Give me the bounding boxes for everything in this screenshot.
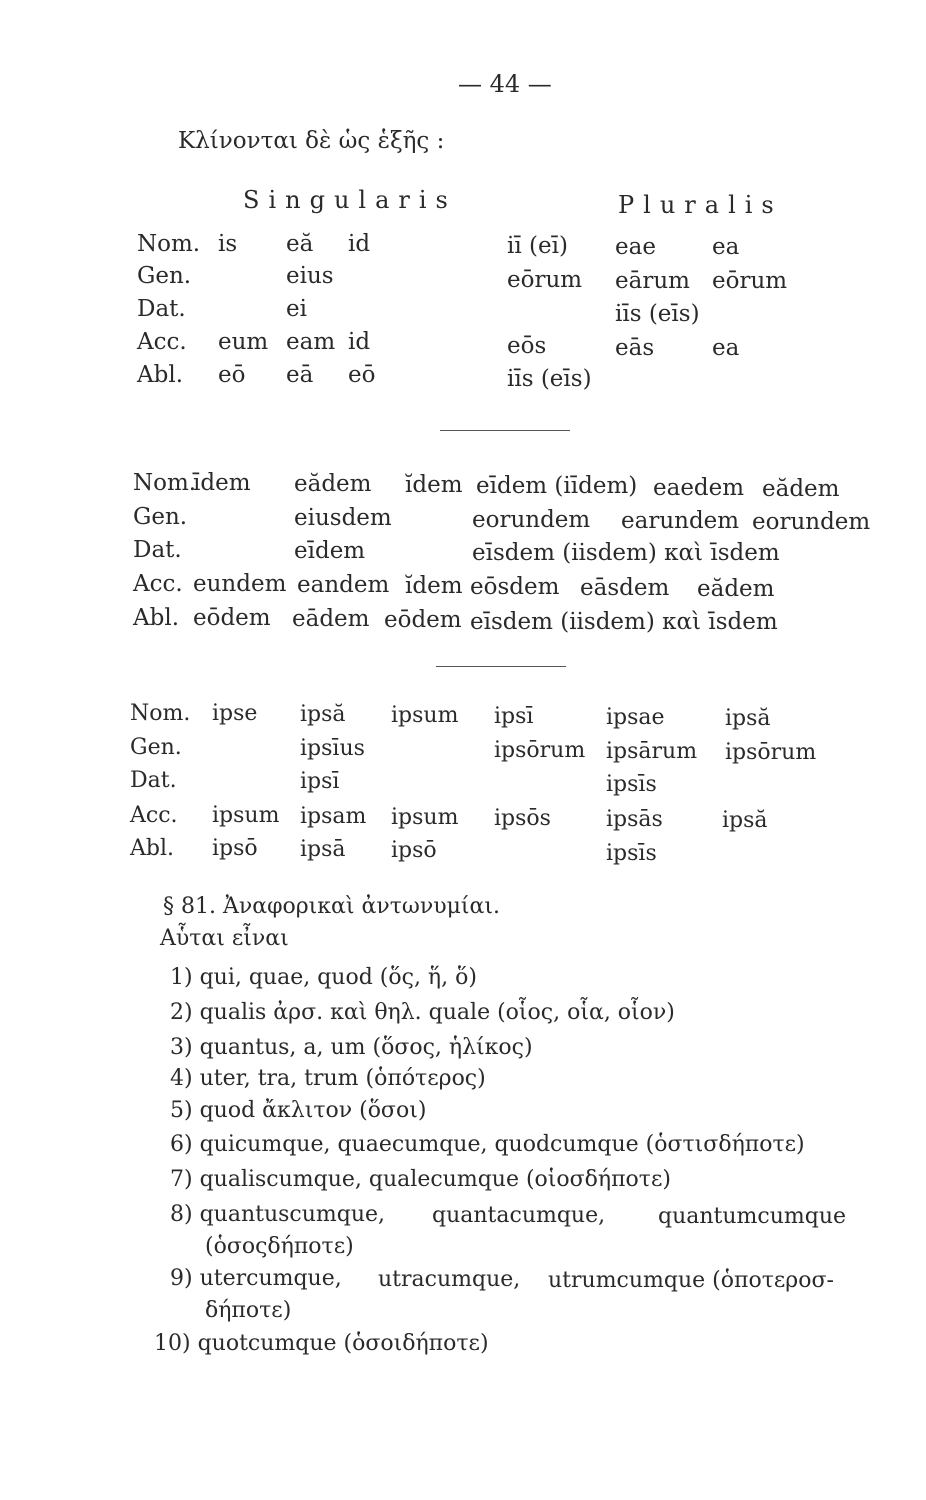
list-item: 1) qui, quae, quod (ὅς, ἥ, ὅ) bbox=[170, 965, 477, 990]
case-label: Gen. bbox=[130, 735, 182, 760]
pl-neut: eorundem bbox=[752, 509, 871, 535]
pl-fem: eārum bbox=[615, 268, 690, 294]
pl-neut: ipsă bbox=[722, 808, 768, 833]
case-label: Dat. bbox=[137, 296, 186, 322]
sg-masc: is bbox=[218, 231, 238, 257]
sg-fem: eādem bbox=[292, 606, 370, 632]
sg-fem: ipsīus bbox=[300, 736, 365, 761]
sg-masc: īdem bbox=[193, 470, 251, 496]
case-label: Nom. bbox=[130, 701, 191, 726]
sg-fem: ei bbox=[286, 296, 307, 322]
pl-neut: eōrum bbox=[712, 268, 788, 294]
pl-neut: eădem bbox=[762, 476, 840, 502]
sg-fem: eă bbox=[286, 231, 314, 257]
case-label: Abl. bbox=[133, 605, 179, 631]
case-label: Nom. bbox=[133, 470, 197, 496]
section-lead: Αὗται εἶναι bbox=[160, 926, 289, 951]
sg-fem: eius bbox=[286, 263, 334, 289]
case-label: Acc. bbox=[133, 571, 183, 597]
pl-neut: ipsōrum bbox=[725, 740, 817, 765]
sg-fem: eam bbox=[286, 329, 336, 355]
pl-fem: ipsae bbox=[606, 705, 665, 730]
pl-masc: eōrum bbox=[507, 267, 583, 293]
pl-masc: ipsōs bbox=[494, 806, 551, 831]
sg-neut: id bbox=[348, 231, 371, 257]
pl-masc: ipsī bbox=[494, 704, 534, 729]
intro-line: Κλίνονται δὲ ὡς ἑξῆς : bbox=[178, 128, 445, 154]
list-item: 10) quotcumque (ὁσοιδήποτε) bbox=[154, 1331, 489, 1356]
case-label: Acc. bbox=[137, 329, 187, 355]
sg-fem: eădem bbox=[294, 471, 372, 497]
pl-masc: eōs bbox=[507, 333, 547, 359]
sg-neut: id bbox=[348, 329, 371, 355]
sg-masc: eō bbox=[218, 362, 246, 388]
list-item: 5) quod ἄκλιτον (ὅσοι) bbox=[170, 1098, 427, 1123]
case-label: Gen. bbox=[137, 263, 192, 289]
pl-fem: ipsīs bbox=[606, 841, 657, 866]
case-label: Abl. bbox=[130, 836, 174, 861]
sg-neut: ĭdem bbox=[405, 573, 463, 599]
list-item: 2) qualis ἀρσ. καὶ θηλ. quale (οἷος, οἷα, οἷον) bbox=[170, 1000, 675, 1025]
sg-fem: eīdem bbox=[294, 538, 366, 564]
pl-neut: ipsă bbox=[725, 706, 771, 731]
list-item: 7) qualiscumque, qualecumque (οἱοσδήποτε) bbox=[170, 1167, 671, 1192]
pl-fem: iīs (eīs) bbox=[615, 301, 700, 327]
case-label: Dat. bbox=[133, 537, 182, 563]
sg-fem: eandem bbox=[297, 572, 390, 598]
pl-combined: eīsdem (iisdem) καὶ īsdem bbox=[470, 609, 778, 635]
pl-fem: eaedem bbox=[653, 475, 745, 501]
list-item: 4) uter, tra, trum (ὁπότερος) bbox=[170, 1066, 486, 1091]
section-divider bbox=[436, 666, 566, 667]
sg-fem: ipsī bbox=[300, 769, 340, 794]
pl-fem: ipsās bbox=[606, 807, 663, 832]
sg-fem: eā bbox=[286, 362, 314, 388]
section-divider bbox=[440, 430, 570, 431]
pl-fem: eae bbox=[615, 234, 656, 260]
case-label: Gen. bbox=[133, 504, 188, 530]
case-label: Acc. bbox=[130, 803, 178, 828]
section-title: § 81. Ἀναφορικαὶ ἀντωνυμίαι. bbox=[163, 894, 501, 919]
list-item-part: quantumcumque bbox=[658, 1204, 847, 1229]
list-item-continuation: (ὁσοςδήποτε) bbox=[205, 1234, 354, 1259]
list-item-part: utrumcumque (ὁποτεροσ- bbox=[548, 1268, 834, 1293]
case-label: Dat. bbox=[130, 768, 177, 793]
sg-masc: ipse bbox=[212, 701, 258, 726]
pl-combined: eīsdem (iisdem) καὶ īsdem bbox=[472, 540, 780, 566]
sg-fem: ipsā bbox=[300, 837, 346, 862]
list-item: 8) quantuscumque, bbox=[170, 1202, 386, 1227]
list-item-continuation: δήποτε) bbox=[205, 1298, 292, 1323]
pl-masc: iī (eī) bbox=[507, 233, 568, 259]
pl-fem: eāsdem bbox=[580, 575, 670, 601]
pl-masc: eorundem bbox=[472, 507, 591, 533]
plural-header: Pluralis bbox=[618, 191, 783, 219]
page-number: — 44 — bbox=[458, 70, 552, 98]
sg-fem: ipsam bbox=[300, 804, 367, 829]
case-label: Abl. bbox=[137, 362, 183, 388]
case-label: Nom. bbox=[137, 231, 201, 257]
singular-header: Singularis bbox=[243, 186, 457, 214]
list-item-part: utracumque, bbox=[378, 1267, 521, 1292]
sg-masc: ipsō bbox=[212, 836, 258, 861]
list-item-part: quantacumque, bbox=[432, 1203, 606, 1228]
pl-fem: eās bbox=[615, 335, 655, 361]
pl-fem: earundem bbox=[621, 508, 740, 534]
sg-neut: ipsum bbox=[391, 703, 459, 728]
pl-masc: eōsdem bbox=[470, 574, 560, 600]
list-item: 6) quicumque, quaecumque, quodcumque (ὁστισδήποτε) bbox=[170, 1132, 805, 1157]
sg-neut: ipsum bbox=[391, 805, 459, 830]
sg-neut: eōdem bbox=[384, 607, 462, 633]
pl-neut: eădem bbox=[697, 576, 775, 602]
pl-neut: ea bbox=[712, 234, 740, 260]
pl-masc: iīs (eīs) bbox=[507, 366, 592, 392]
pl-masc: ipsōrum bbox=[494, 738, 586, 763]
pl-fem: ipsārum bbox=[606, 739, 698, 764]
sg-masc: ipsum bbox=[212, 803, 280, 828]
pl-neut: ea bbox=[712, 335, 740, 361]
sg-fem: eiusdem bbox=[294, 505, 392, 531]
pl-fem: ipsīs bbox=[606, 772, 657, 797]
pl-masc: eīdem (iīdem) bbox=[476, 473, 638, 499]
sg-masc: eundem bbox=[193, 571, 287, 597]
list-item: 3) quantus, a, um (ὅσος, ἡλίκος) bbox=[170, 1035, 533, 1060]
sg-masc: eōdem bbox=[193, 605, 271, 631]
sg-masc: eum bbox=[218, 329, 269, 355]
sg-neut: ipsō bbox=[391, 838, 437, 863]
sg-neut: ĭdem bbox=[405, 472, 463, 498]
sg-fem: ipsă bbox=[300, 702, 346, 727]
sg-neut: eō bbox=[348, 362, 376, 388]
list-item: 9) utercumque, bbox=[170, 1266, 342, 1291]
